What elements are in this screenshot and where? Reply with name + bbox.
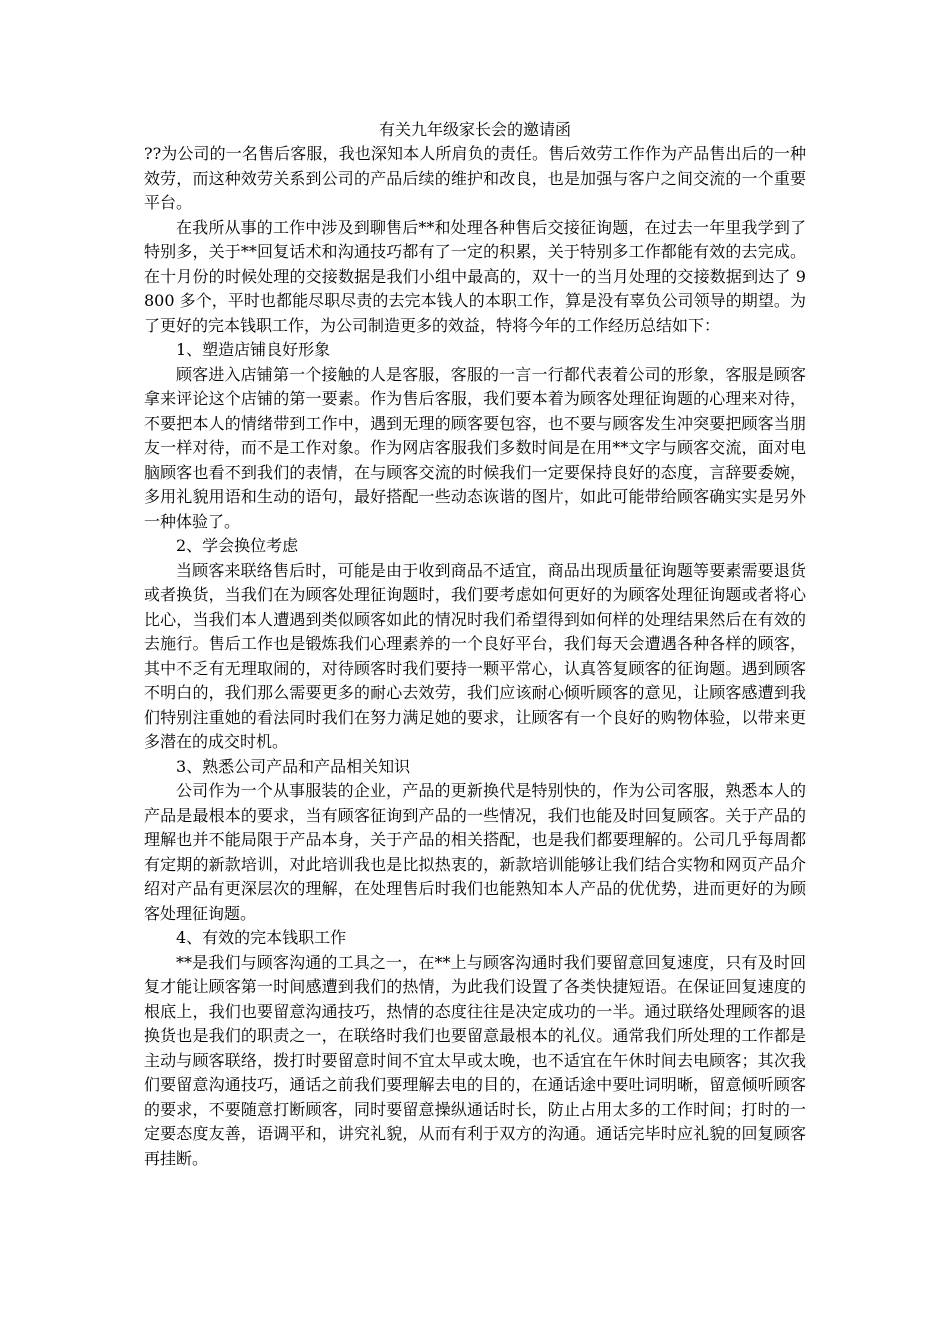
section-heading-2: 2、学会换位考虑 (176, 536, 299, 555)
section-heading-4: 4、有效的完本钱职工作 (176, 928, 347, 947)
section-body-2: 当顾客来联络售后时，可能是由于收到商品不适宜，商品出现质量征询题等要素需要退货或者换货，当我们在为顾客处理征询题时，我们要考虑如何更好的为顾客处理征询题或者将心比心，当我们本人遭遇到类似顾客如此的情况时我们希望得到如何样的处理结果然后在有效的去施行。售后工作也是锻炼我们心理素养的一个良好平台，我们每天会遭遇各种各样的顾客，其中不乏有无理取闹的，对待顾客时我们要持一颗平常心，认真答复顾客的征询题。遇到顾客不明白的，我们那么需要更多的耐心去效劳，我们应该耐心倾听顾客的意见，让顾客感遭到我们特别注重她的看法同时我们在努力满足她的要求，让顾客有一个良好的购物体验，以带来更多潜在的成交时机。 (144, 560, 806, 751)
section-body-3: 公司作为一个从事服装的企业，产品的更新换代是特别快的，作为公司客服，熟悉本人的产品是最根本的要求，当有顾客征询到产品的一些情况，我们也能及时回复顾客。关于产品的理解也并不能局限于产品本身，关于产品的相关搭配，也是我们都要理解的。公司几乎每周都有定期的新款培训，对此培训我也是比拟热衷的，新款培训能够让我们结合实物和网页产品介绍对产品有更深层次的理解，在处理售后时我们也能熟知本人产品的优优势，进而更好的为顾客处理征询题。 (144, 781, 806, 923)
section-body-1: 顾客进入店铺第一个接触的人是客服，客服的一言一行都代表着公司的形象，客服是顾客拿来评论这个店铺的第一要素。作为售后客服，我们要本着为顾客处理征询题的心理来对待，不要把本人的情绪带到工作中，遇到无理的顾客要包容，也不要与顾客发生冲突要把顾客当朋友一样对待，而不是工作对象。作为网店客服我们多数时间是在用**文字与顾客交流，面对电脑顾客也看不到我们的表情，在与顾客交流的时候我们一定要保持良好的态度，言辞要委婉，多用礼貌用语和生动的语句，最好搭配一些动态诙谐的图片，如此可能带给顾客确实实是另外一种体验了。 (144, 364, 806, 531)
section-heading-1: 1、塑造店铺良好形象 (176, 340, 331, 359)
section-heading-3: 3、熟悉公司产品和产品相关知识 (176, 756, 411, 776)
document-title: 有关九年级家长会的邀请函 (378, 120, 571, 139)
document-page (144, 118, 806, 1171)
section-body-4: **是我们与顾客沟通的工具之一，在**上与顾客沟通时我们要留意回复速度，只有及时回复才能让顾客第一时间感遭到我们的热情，为此我们设置了各类快捷短语。在保证回复速度的根底上，我们也要留意沟通技巧，热情的态度往往是决定成功的一半。通过联络处理顾客的退换货也是我们的职责之一，在联络时我们也要留意最根本的礼仪。通常我们所处理的工作都是主动与顾客联络，拨打时要留意时间不宜太早或太晚，也不适宜在午休时间去电顾客；其次我们要留意沟通技巧，通话之前我们要理解去电的目的，在通话途中要吐词明晰，留意倾听顾客的要求，不要随意打断顾客，同时要留意操纵通话时长，防止占用太多的工作时间；打时的一定要态度友善，语调平和，讲究礼貌，从而有利于双方的沟通。通话完毕时应礼貌的回复顾客再挂断。 (144, 952, 806, 1168)
intro-paragraph: ??为公司的一名售后客服，我也深知本人所肩负的责任。售后效劳工作作为产品售出后的一种效劳，而这种效劳关系到公司的产品后续的维护和改良，也是加强与客户之间交流的一个重要平台。 (144, 144, 806, 212)
work-overview-paragraph: 在我所从事的工作中涉及到聊售后**和处理各种售后交接征询题，在过去一年里我学到了特别多，关于**回复话术和沟通技巧都有了一定的积累，关于特别多工作都能有效的去完成。在十月份的时候处理的交接数据是我们小组中最高的，双十一的当月处理的交接数据到达了 9800 多个，平时也都能尽职尽责的去完本钱人的本职工作，算是没有辜负公司领导的期望。为了更好的完本钱职工作，为公司制造更多的效益，特将今年的工作经历总结如下： (144, 217, 806, 335)
